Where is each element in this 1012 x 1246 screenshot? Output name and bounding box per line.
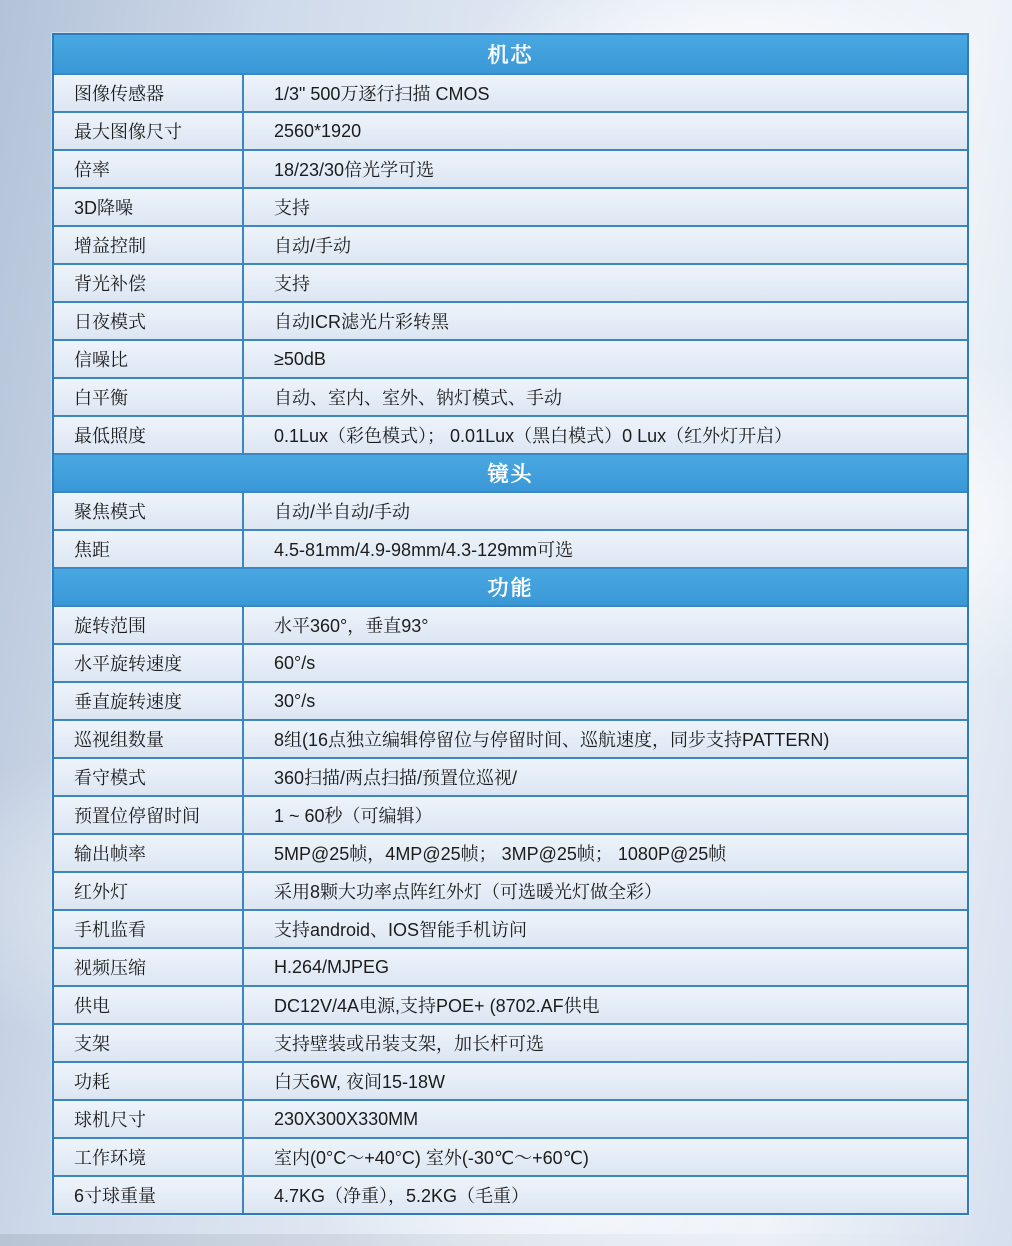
spec-value: 自动ICR滤光片彩转黑 <box>274 312 449 332</box>
spec-value: 30°/s <box>274 690 316 711</box>
spec-label: 聚焦模式 <box>54 493 244 529</box>
spec-value: 室内(0°C～+40°C) 室外(-30℃～+60℃) <box>274 1148 589 1168</box>
spec-value: 采用8颗大功率点阵红外灯（可选暖光灯做全彩） <box>274 882 663 902</box>
spec-label: 垂直旋转速度 <box>54 683 244 719</box>
spec-label: 图像传感器 <box>54 75 244 111</box>
section-header-function <box>54 567 967 605</box>
spec-label: 增益控制 <box>54 227 244 263</box>
spec-value: 230X300X330MM <box>274 1108 419 1129</box>
spec-value: 支持android、IOS智能手机访问 <box>274 920 528 940</box>
spec-label: 焦距 <box>54 531 244 567</box>
spec-row-day-night <box>54 301 967 339</box>
spec-row-working-environment <box>54 1137 967 1175</box>
spec-row-rotation-range <box>54 605 967 643</box>
spec-label: 红外灯 <box>54 873 244 909</box>
spec-row-preset-dwell-time <box>54 795 967 833</box>
spec-row-ir-light <box>54 871 967 909</box>
spec-row-white-balance <box>54 377 967 415</box>
spec-value: 支持壁装或吊装支架，加长杆可选 <box>274 1034 544 1054</box>
spec-label: 背光补偿 <box>54 265 244 301</box>
spec-row-output-framerate <box>54 833 967 871</box>
spec-label: 日夜模式 <box>54 303 244 339</box>
spec-row-focus-mode <box>54 491 967 529</box>
spec-row-min-illumination <box>54 415 967 453</box>
spec-value: 5MP@25帧，4MP@25帧； 3MP@25帧； 1080P@25帧 <box>274 844 727 864</box>
spec-value: 0.1Lux（彩色模式）； 0.01Lux（黑白模式）0 Lux（红外灯开启） <box>274 426 793 446</box>
section-title: 功能 <box>487 577 534 600</box>
spec-value: 支持 <box>274 274 310 294</box>
spec-value: 18/23/30倍光学可选 <box>274 160 435 180</box>
spec-row-power-consumption <box>54 1061 967 1099</box>
spec-label: 供电 <box>54 987 244 1023</box>
spec-row-zoom-ratio <box>54 149 967 187</box>
spec-row-max-image-size <box>54 111 967 149</box>
spec-row-tour-groups <box>54 719 967 757</box>
spec-row-snr <box>54 339 967 377</box>
section-title: 机芯 <box>487 44 534 67</box>
spec-value: 360扫描/两点扫描/预置位巡视/ <box>274 768 518 788</box>
spec-label: 水平旋转速度 <box>54 645 244 681</box>
section-header-core <box>54 35 967 73</box>
spec-value: ≥50dB <box>274 348 326 369</box>
spec-label: 信噪比 <box>54 341 244 377</box>
section-header-lens <box>54 453 967 491</box>
spec-row-dome-weight <box>54 1175 967 1213</box>
spec-label: 工作环境 <box>54 1139 244 1175</box>
spec-label: 6寸球重量 <box>54 1177 244 1213</box>
spec-value: 60°/s <box>274 652 316 673</box>
spec-value: 4.7KG（净重），5.2KG（毛重） <box>274 1186 530 1206</box>
spec-row-focal-length <box>54 529 967 567</box>
spec-label: 手机监看 <box>54 911 244 947</box>
spec-label: 视频压缩 <box>54 949 244 985</box>
spec-label: 旋转范围 <box>54 607 244 643</box>
spec-value: 4.5-81mm/4.9-98mm/4.3-129mm可选 <box>274 540 574 560</box>
spec-value: DC12V/4A电源,支持POE+ (8702.AF供电 <box>274 996 600 1016</box>
spec-row-blc <box>54 263 967 301</box>
spec-value: 自动、室内、室外、钠灯模式、手动 <box>274 388 562 408</box>
spec-row-dome-size <box>54 1099 967 1137</box>
spec-row-bracket <box>54 1023 967 1061</box>
spec-table <box>52 33 969 1215</box>
spec-label: 倍率 <box>54 151 244 187</box>
spec-row-video-compression <box>54 947 967 985</box>
spec-row-tilt-speed <box>54 681 967 719</box>
spec-label: 输出帧率 <box>54 835 244 871</box>
spec-row-guard-mode <box>54 757 967 795</box>
spec-label: 3D降噪 <box>54 189 244 225</box>
spec-label: 预置位停留时间 <box>54 797 244 833</box>
spec-row-3d-dnr <box>54 187 967 225</box>
spec-row-power-supply <box>54 985 967 1023</box>
section-title: 镜头 <box>487 463 534 486</box>
spec-value: 8组(16点独立编辑停留位与停留时间、巡航速度，同步支持PATTERN) <box>274 730 830 750</box>
spec-row-image-sensor <box>54 73 967 111</box>
spec-value: 1 ~ 60秒（可编辑） <box>274 806 433 826</box>
background-bottom-strip <box>0 1234 1012 1246</box>
spec-label: 最低照度 <box>54 417 244 453</box>
spec-label: 巡视组数量 <box>54 721 244 757</box>
spec-row-pan-speed <box>54 643 967 681</box>
spec-label: 支架 <box>54 1025 244 1061</box>
spec-value: 支持 <box>274 198 310 218</box>
spec-value: 1/3" 500万逐行扫描 CMOS <box>274 84 490 104</box>
spec-label: 功耗 <box>54 1063 244 1099</box>
spec-label: 最大图像尺寸 <box>54 113 244 149</box>
spec-label: 球机尺寸 <box>54 1101 244 1137</box>
spec-value: 水平360°，垂直93° <box>274 616 429 636</box>
spec-value: 自动/手动 <box>274 236 352 256</box>
spec-row-mobile-monitoring <box>54 909 967 947</box>
spec-value: 2560*1920 <box>274 120 362 141</box>
spec-value: 白天6W, 夜间15-18W <box>274 1072 446 1092</box>
spec-label: 看守模式 <box>54 759 244 795</box>
spec-value: 自动/半自动/手动 <box>274 502 411 522</box>
spec-label: 白平衡 <box>54 379 244 415</box>
spec-row-gain-control <box>54 225 967 263</box>
spec-value: H.264/MJPEG <box>274 956 390 977</box>
